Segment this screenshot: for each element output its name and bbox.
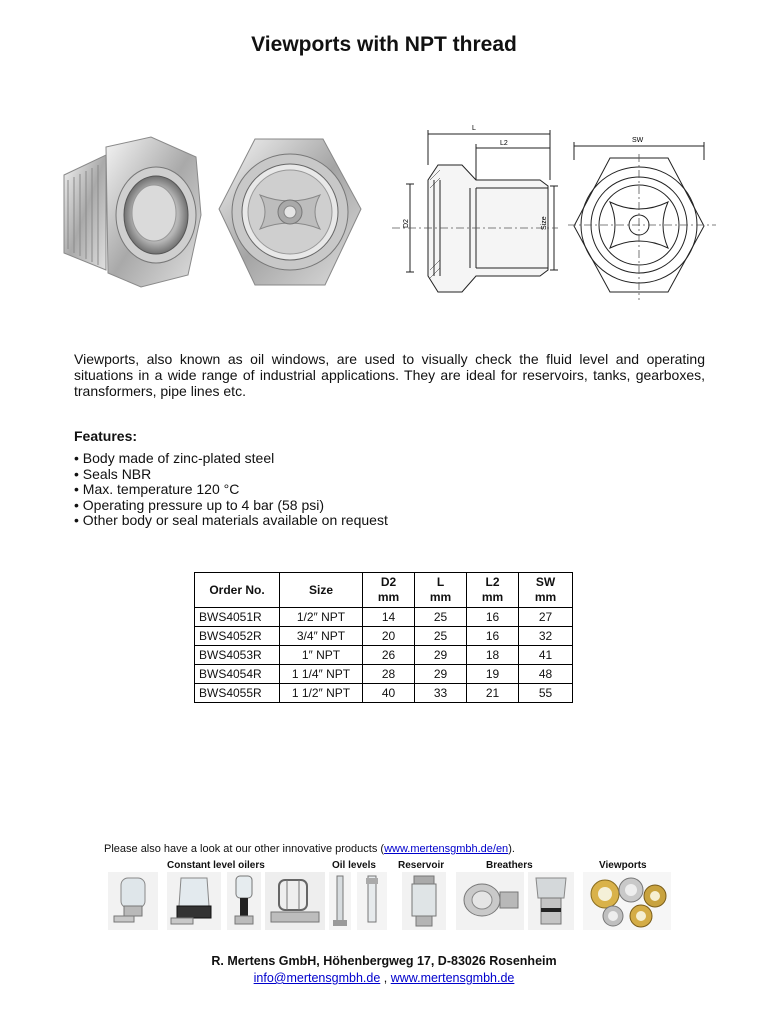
label-D2: D2 (403, 219, 410, 228)
column-header-d2: D2 mm (363, 573, 415, 608)
constant-level-oiler-thumb-1 (108, 872, 158, 930)
table-row: BWS4054R 1 1/4″ NPT 28 29 19 48 (195, 665, 573, 684)
email-link[interactable]: info@mertensgmbh.de (253, 971, 381, 985)
constant-level-oiler-thumb-3 (227, 872, 261, 930)
table-row: BWS4053R 1″ NPT 26 29 18 41 (195, 646, 573, 665)
footer-company: R. Mertens GmbH, Höhenbergweg 17, D-83026 Rosenheim (211, 954, 557, 968)
constant-level-oiler-thumb-2 (167, 872, 221, 930)
breather-thumb-1 (456, 872, 524, 930)
website-link[interactable]: www.mertensgmbh.de (390, 971, 515, 985)
column-header-order-no: Order No. (195, 573, 280, 608)
viewport-photo-threaded (56, 135, 206, 290)
technical-drawing-front (568, 130, 718, 315)
feature-item: • Seals NBR (74, 465, 152, 482)
feature-item: • Operating pressure up to 4 bar (58 psi) (74, 496, 325, 513)
oil-level-thumb-3 (357, 872, 387, 930)
also-see-text: Please also have a look at our other innovative products (www.mertensgmbh.de/en). (104, 843, 515, 855)
oil-level-thumb-2 (329, 872, 351, 930)
label-breathers: Breathers (486, 860, 533, 871)
intro-paragraph: Viewports, also known as oil windows, are used to visually check the fluid level and operating situations in a wide range of industrial applications. They are ideal for reservoirs, tanks, gearboxes, transformers, pipe lines etc. (74, 351, 705, 399)
column-header-sw: SW mm (519, 573, 573, 608)
label-oil-levels: Oil levels (332, 860, 376, 871)
table-row: BWS4052R 3/4″ NPT 20 25 16 32 (195, 627, 573, 646)
table-header-row (195, 573, 573, 608)
label-viewports: Viewports (599, 860, 647, 871)
label-size: Size (541, 216, 548, 230)
column-header-l2: L2 mm (467, 573, 519, 608)
page-title: Viewports with NPT thread (251, 33, 517, 56)
breather-thumb-2 (528, 872, 574, 930)
reservoir-thumb (402, 872, 446, 930)
label-L2: L2 (500, 140, 508, 147)
viewports-thumb (583, 872, 671, 930)
viewport-photo-front (215, 135, 365, 290)
label-L: L (472, 125, 476, 132)
label-SW: SW (632, 137, 644, 144)
table-row: BWS4051R 1/2″ NPT 14 25 16 27 (195, 608, 573, 627)
footer-contact: info@mertensgmbh.de , www.mertensgmbh.de (253, 971, 515, 985)
products-link[interactable]: www.mertensgmbh.de/en (384, 843, 509, 855)
features-list (74, 451, 388, 529)
feature-item: • Body made of zinc-plated steel (74, 450, 275, 466)
column-header-l: L mm (415, 573, 467, 608)
feature-item: • Max. temperature 120 °C (74, 481, 240, 497)
table-row: BWS4055R 1 1/2″ NPT 40 33 21 55 (195, 684, 573, 703)
features-heading: Features: (74, 428, 138, 444)
technical-drawing-side (390, 120, 560, 315)
label-reservoir: Reservoir (398, 860, 445, 871)
feature-item: • Other body or seal materials available on request (74, 512, 388, 528)
column-header-size: Size (280, 573, 363, 608)
label-constant-level-oilers: Constant level oilers (167, 860, 265, 871)
spec-table (194, 572, 573, 703)
oil-level-thumb-1 (265, 872, 325, 930)
